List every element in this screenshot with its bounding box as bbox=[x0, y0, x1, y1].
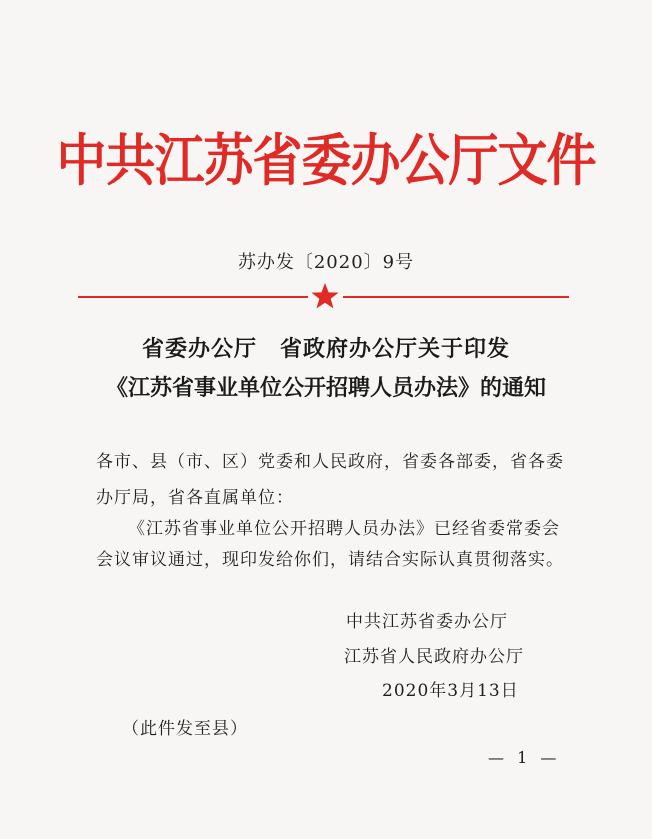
page-number: — 1 — bbox=[488, 748, 561, 767]
notice-title-line-2: 《江苏省事业单位公开招聘人员办法》的通知 bbox=[105, 376, 546, 401]
document-number: 苏办发〔2020〕9号 bbox=[237, 252, 415, 273]
red-divider-left bbox=[78, 296, 308, 298]
document-masthead: 中共江苏省委办公厅文件 bbox=[56, 128, 596, 194]
notice-title-line-1: 省委办公厅 省政府办公厅关于印发 bbox=[141, 337, 510, 362]
body-line-2: 会议审议通过，现印发给你们，请结合实际认真贯彻落实。 bbox=[96, 550, 564, 570]
body-line-1: 《江苏省事业单位公开招聘人员办法》已经省委常委会 bbox=[128, 519, 560, 539]
red-divider-right bbox=[343, 296, 569, 298]
star-icon bbox=[310, 282, 340, 310]
issuer-party-office: 中共江苏省委办公厅 bbox=[346, 612, 508, 632]
addressee-line-2: 办厅局，省各直属单位： bbox=[96, 488, 294, 508]
issuer-government-office: 江苏省人民政府办公厅 bbox=[344, 647, 524, 667]
addressee-line-1: 各市、县（市、区）党委和人民政府，省委各部委，省各委 bbox=[96, 452, 564, 472]
issue-date: 2020年3月13日 bbox=[382, 681, 519, 701]
distribution-note: （此件发至县） bbox=[122, 719, 248, 739]
